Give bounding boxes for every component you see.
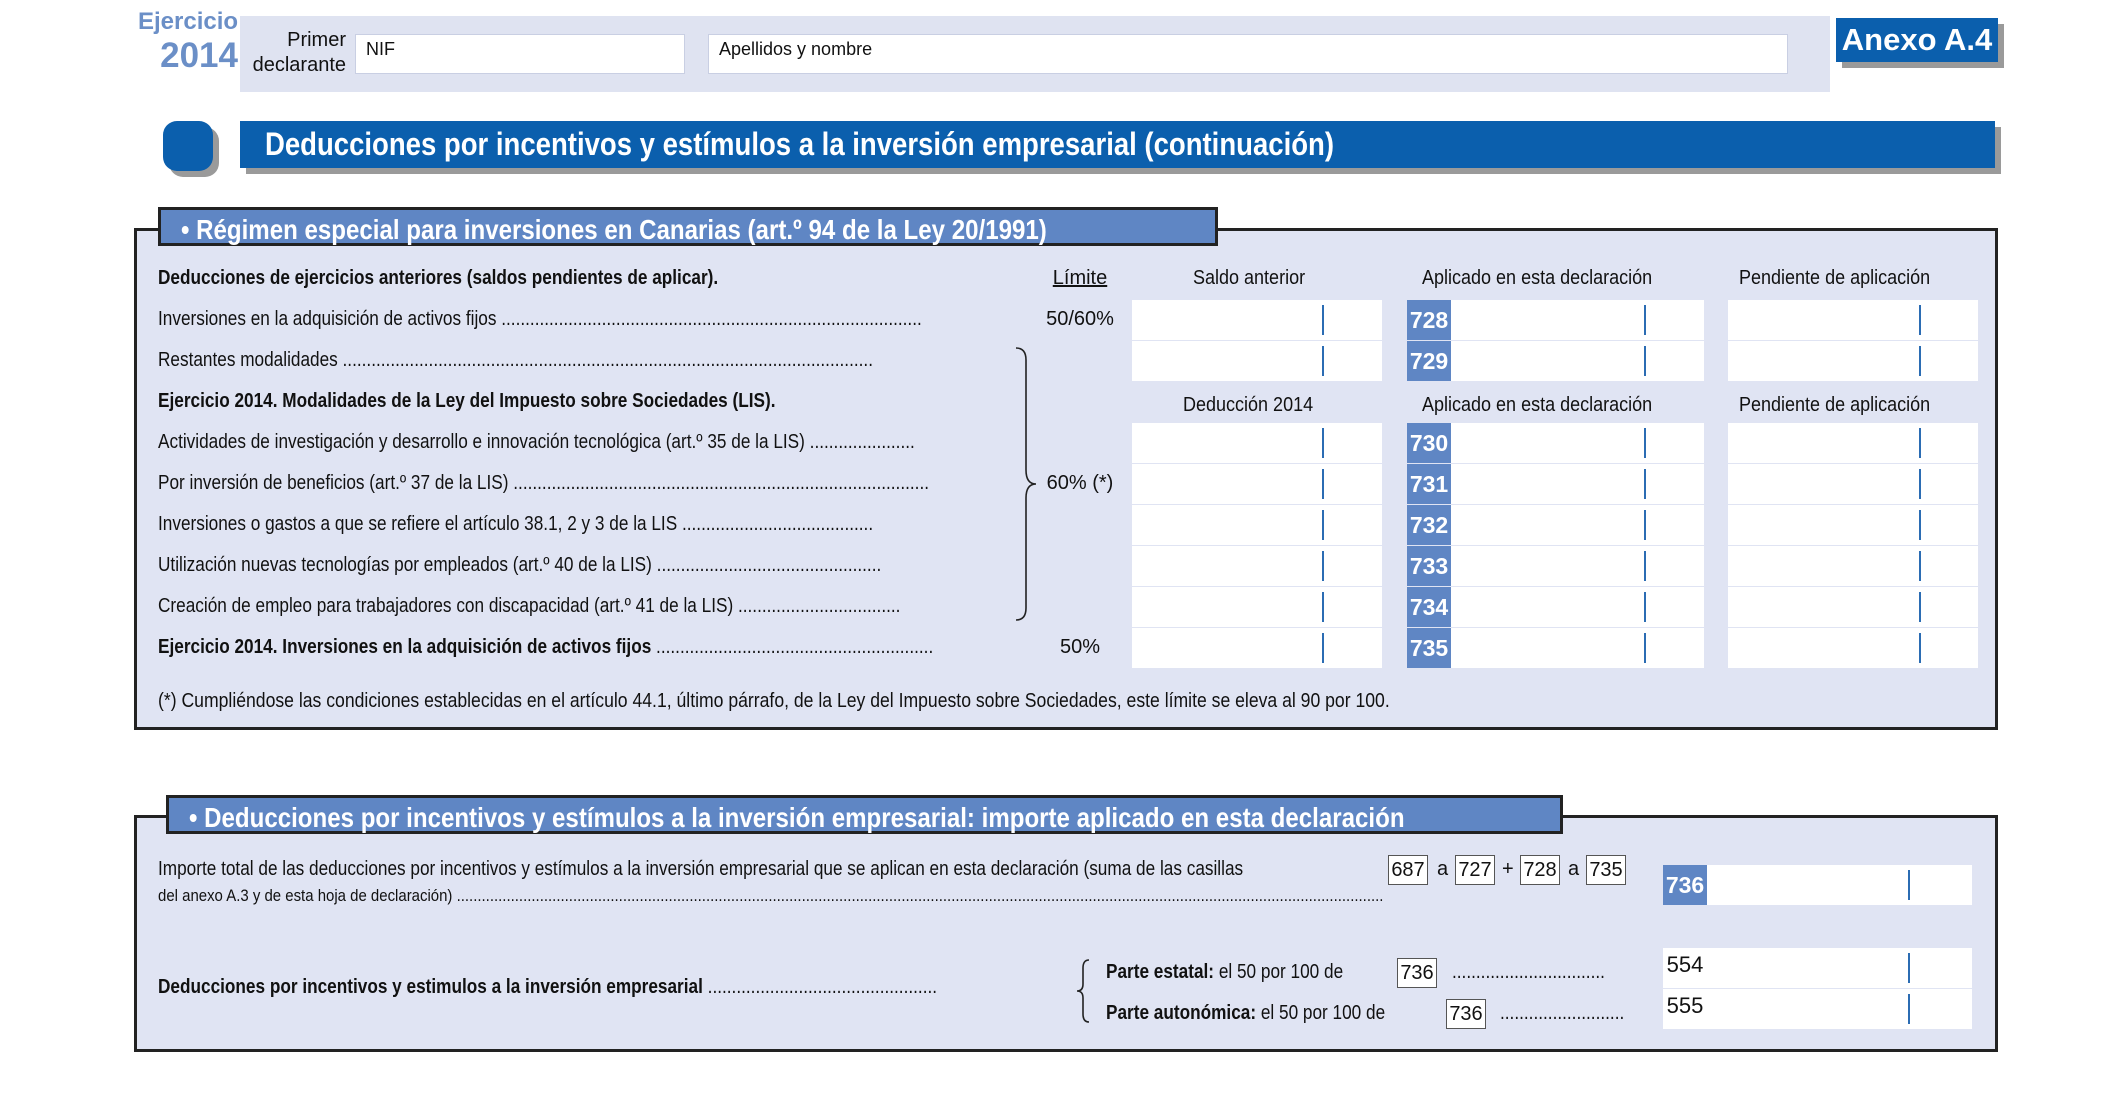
ejercicio-label xyxy=(138,10,238,73)
ref-727: 727 xyxy=(1455,855,1495,885)
ref-735: 735 xyxy=(1586,855,1626,885)
group-limit: 60% (*) xyxy=(1046,472,1114,494)
box-731: 731 xyxy=(1407,464,1451,504)
box-730: 730 xyxy=(1407,423,1451,463)
autonomica-555-input[interactable] xyxy=(1707,989,1972,1029)
pendiente-735-input[interactable] xyxy=(1728,628,1978,668)
nombre-label: Apellidos y nombre xyxy=(719,39,873,59)
box-733: 733 xyxy=(1407,546,1451,586)
col-deduccion: Deducción 2014 xyxy=(1182,394,1313,416)
pendiente-734-input[interactable] xyxy=(1728,587,1978,627)
canarias-title-text: • Régimen especial para inversiones en Canarias (art.º 94 de la Ley 20/1991) xyxy=(181,214,1047,245)
col-aplicado2: Aplicado en esta declaración xyxy=(1422,394,1653,416)
col-pendiente: Pendiente de aplicación xyxy=(1738,267,1930,289)
main-title-text: Deducciones por incentivos y estímulos a la inversión empresarial (continuación) xyxy=(265,126,1334,162)
deduccion-733-input[interactable] xyxy=(1132,546,1382,586)
deduccion-730-input[interactable] xyxy=(1132,423,1382,463)
estatal-dots: ................................ xyxy=(1452,961,1605,983)
importe-title-text: • Deducciones por incentivos y estímulos a la inversión empresarial: importe aplicado en esta declaración xyxy=(189,802,1405,833)
estatal-554-input[interactable] xyxy=(1707,948,1972,988)
parts-brace-icon xyxy=(1075,958,1095,1024)
aplicado-734-input[interactable] xyxy=(1451,587,1704,627)
pendiente-732-input[interactable] xyxy=(1728,505,1978,545)
importe-section-title xyxy=(166,795,1563,834)
ejercicio-year: 2014 xyxy=(160,36,238,75)
row-735-label: Ejercicio 2014. Inversiones en la adquisición de activos fijos .......................................................... xyxy=(158,636,934,658)
parte-autonomica: Parte autonómica: el 50 por 100 de xyxy=(1106,1002,1386,1024)
importe-736-input[interactable] xyxy=(1707,865,1972,905)
ejercicio-text: Ejercicio xyxy=(138,8,239,35)
aplicado-729-input[interactable] xyxy=(1451,341,1704,381)
aplicado-735-input[interactable] xyxy=(1451,628,1704,668)
deduccion-735-input[interactable] xyxy=(1132,628,1382,668)
ref-736-estatal: 736 xyxy=(1397,958,1437,988)
ref-687: 687 xyxy=(1388,855,1428,885)
aplicado-730-input[interactable] xyxy=(1451,423,1704,463)
main-title xyxy=(240,121,1995,168)
box-735: 735 xyxy=(1407,628,1451,668)
aplicado-731-input[interactable] xyxy=(1451,464,1704,504)
box-729: 729 xyxy=(1407,341,1451,381)
aplicado-728-input[interactable] xyxy=(1451,300,1704,340)
nif-field[interactable] xyxy=(355,34,685,74)
ejercicio-heading: Ejercicio 2014. Modalidades de la Ley del Impuesto sobre Sociedades (LIS). xyxy=(158,390,776,412)
pendiente-729-input[interactable] xyxy=(1728,341,1978,381)
pendiente-730-input[interactable] xyxy=(1728,423,1978,463)
a-text-1: a xyxy=(1437,858,1449,880)
aplicado-732-input[interactable] xyxy=(1451,505,1704,545)
row-restantes-label: Restantes modalidades ............................................................................................................... xyxy=(158,349,873,371)
pendiente-731-input[interactable] xyxy=(1728,464,1978,504)
aplicado-733-input[interactable] xyxy=(1451,546,1704,586)
declarante-label xyxy=(246,28,346,78)
declarante-line1: Primer xyxy=(287,29,346,51)
anexo-badge: Anexo A.4 xyxy=(1836,18,1998,62)
a-text-2: a xyxy=(1568,858,1580,880)
row-activos-limit: 50/60% xyxy=(1046,308,1114,330)
row-732-label: Inversiones o gastos a que se refiere el artículo 38.1, 2 y 3 de la LIS ........................................ xyxy=(158,513,874,535)
box-555: 555 xyxy=(1663,989,1707,1029)
col-saldo: Saldo anterior xyxy=(1192,267,1305,289)
col-limite: Límite xyxy=(1052,267,1108,289)
col-aplicado: Aplicado en esta declaración xyxy=(1422,267,1653,289)
box-736: 736 xyxy=(1663,865,1707,905)
pendiente-733-input[interactable] xyxy=(1728,546,1978,586)
row-activos-label: Inversiones en la adquisición de activos fijos ........................................................................................ xyxy=(158,308,922,330)
footnote: (*) Cumpliéndose las condiciones establecidas en el artículo 44.1, último párrafo, de la Ley del Impuesto sobre Sociedades, este límite se eleva al 90 por 100. xyxy=(158,690,1390,712)
ref-736-autonomica: 736 xyxy=(1446,999,1486,1029)
deduccion-732-input[interactable] xyxy=(1132,505,1382,545)
box-554: 554 xyxy=(1663,948,1707,988)
importe-line2: del anexo A.3 y de esta hoja de declaración) ............................................................................................................................................................................................................................... xyxy=(158,886,1384,905)
section-marker-icon xyxy=(163,121,213,171)
plus-text: + xyxy=(1502,858,1514,880)
ref-728: 728 xyxy=(1520,855,1560,885)
prev-heading: Deducciones de ejercicios anteriores (saldos pendientes de aplicar). xyxy=(158,267,719,289)
box-732: 732 xyxy=(1407,505,1451,545)
saldo-activos-input[interactable] xyxy=(1132,300,1382,340)
box-728: 728 xyxy=(1407,300,1451,340)
parte-estatal: Parte estatal: el 50 por 100 de xyxy=(1106,961,1344,983)
nif-label: NIF xyxy=(366,39,395,59)
row-734-label: Creación de empleo para trabajadores con discapacidad (art.º 41 de la LIS) .................................. xyxy=(158,595,901,617)
row-731-label: Por inversión de beneficios (art.º 37 de la LIS) ....................................................................................... xyxy=(158,472,930,494)
deduc-label: Deducciones por incentivos y estimulos a la inversión empresarial ................................................ xyxy=(158,976,938,998)
declarante-line2: declarante xyxy=(252,54,346,76)
deduccion-731-input[interactable] xyxy=(1132,464,1382,504)
canarias-section-title xyxy=(158,207,1218,246)
row-730-label: Actividades de investigación y desarrollo e innovación tecnológica (art.º 35 de la LIS) ...................... xyxy=(158,431,915,453)
row-733-label: Utilización nuevas tecnologías por empleados (art.º 40 de la LIS) ............................................... xyxy=(158,554,882,576)
pendiente-728-input[interactable] xyxy=(1728,300,1978,340)
saldo-restantes-input[interactable] xyxy=(1132,341,1382,381)
importe-line1: Importe total de las deducciones por incentivos y estímulos a la inversión empresarial que se aplican en esta declaración (suma de las casillas xyxy=(158,858,1244,880)
nombre-field[interactable] xyxy=(708,34,1788,74)
row-735-limit: 50% xyxy=(1059,636,1101,658)
deduccion-734-input[interactable] xyxy=(1132,587,1382,627)
col-pendiente2: Pendiente de aplicación xyxy=(1738,394,1930,416)
autonomica-dots: .......................... xyxy=(1500,1002,1625,1024)
box-734: 734 xyxy=(1407,587,1451,627)
